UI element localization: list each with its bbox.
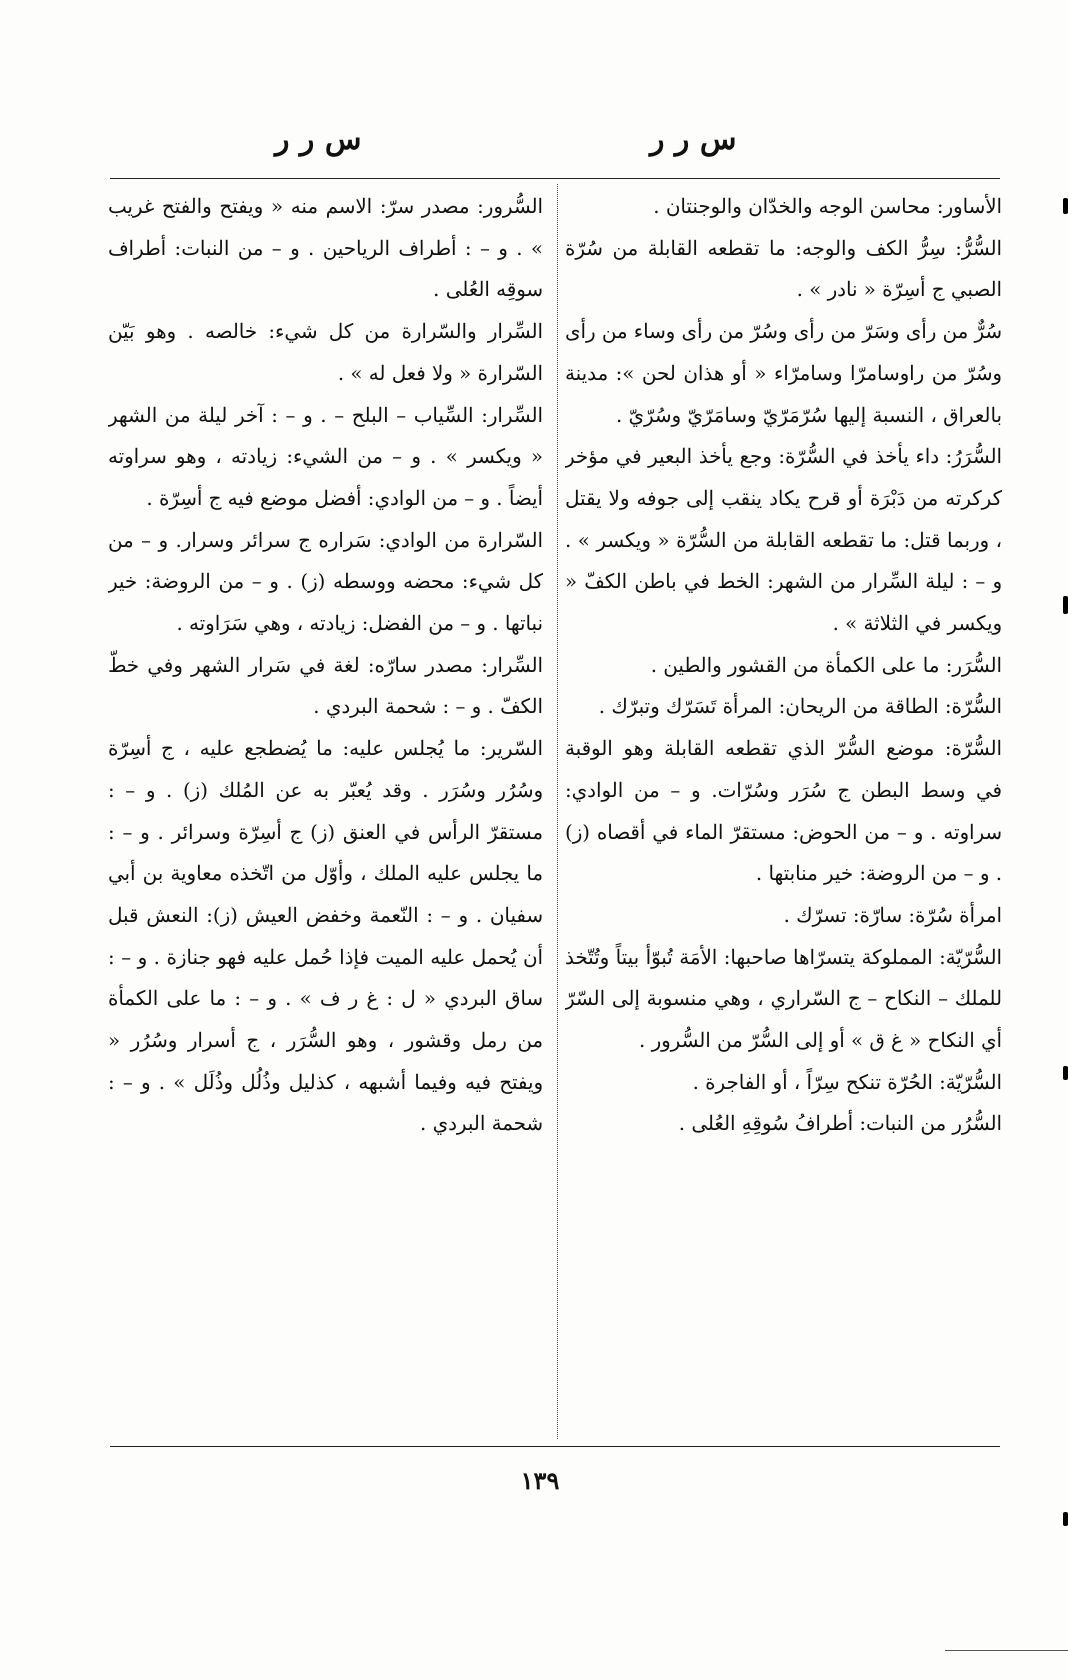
margin-mark xyxy=(1063,1512,1068,1526)
entry: السُّرور: مصدر سرّ: الاسم منه « ويفتح والفتح غريب » . و – : أطراف الرياحين . و – من النبات: أطراف سوقِه العُلى . xyxy=(108,195,543,302)
scan-edge-line xyxy=(945,1650,1068,1651)
entry: سُرٌّ من رأى وسَرّ من رأى وسُرّ من رأى وساء من رأى وسُرّ من راوسامرّا وسامرّاء « أو هذان لحن »: مدينة بالعراق ، النسبة إليها سُرّمَرّيّ وسامَرّيّ وسُرّيّ . xyxy=(565,320,1002,427)
margin-mark xyxy=(1063,596,1068,614)
entry: السُّرّة: الطاقة من الريحان: المرأة تَسَرّك وتبرّك . xyxy=(598,695,1002,719)
running-header-right: س ر ر xyxy=(650,122,737,157)
entry: السُّرَرُ: داء يأخذ في السُّرّة: وجع يأخذ البعير في مؤخر كركرته من دَبْرَة أو قرح يكاد ينقب إلى جوفه ولا يقتل ، وربما قتل: ما تقطعه القابلة من السُّرّة « ويكسر » . و – : ليلة السِّرار من الشهر: الخط في باطن الكفّ « ويكسر في الثلاثة » . xyxy=(565,445,1002,636)
entry: السُّرَر: ما على الكمأة من القشور والطين . xyxy=(650,653,1002,677)
entry: السِّرار: مصدر سارّه: لغة في سَرار الشهر وفي خطّ الكفّ . و – : شحمة البردي . xyxy=(108,653,543,719)
entry: السُّرُّ: سِرُّ الكف والوجه: ما تقطعه القابلة من سُرّة الصبي ج أسِرّة « نادر » . xyxy=(565,236,1002,302)
entry: السُّرُر من النبات: أطرافُ سُوقِهِ العُلى . xyxy=(678,1112,1002,1136)
entry: السُّرّة: موضع السُّرّ الذي تقطعه القابلة وهو الوقبة في وسط البطن ج سُرَر وسُرّات. و – من الوادي: سراوته . و – من الحوض: مستقرّ الماء في أقصاه (ز) . و – من الروضة: خير منابتها . xyxy=(565,737,1002,886)
page-number: ١٣٩ xyxy=(520,1466,560,1495)
running-header-left: س ر ر xyxy=(275,122,362,157)
entry: السُّرّيّة: المملوكة يتسرّاها صاحبها: الأمَة تُبوّأ بيتاً وتُتّخذ للملك – النكاح – ج السّراري ، وهي منسوبة إلى السّرّ أي النكاح « غ ق » أو إلى السُّرّ من السُّرور . xyxy=(565,945,1002,1053)
entry: السِّرار: السِّياب – البلح – . و – : آخر ليلة من الشهر « ويكسر » . و – من الشيء: زيادته ، وهو سراوته أيضاً . و – من الوادي: أفضل موضع فيه ج أسِرّة . xyxy=(108,403,543,510)
header-rule xyxy=(110,178,1000,179)
entry: السّرارة من الوادي: سَراره ج سرائر وسرار. و – من كل شيء: محضه ووسطه (ز) . و – من الروضة: خير نباتها . و – من الفضل: زيادته ، وهي سَرَاوته . xyxy=(108,528,543,636)
entry: السّرير: ما يُجلس عليه: ما يُضطجع عليه ، ج أسِرّة وسُرُر وسُرَر . وقد يُعبّر به عن المُلك (ز) . و – : مستقرّ الرأس في العنق (ز) ج أسِرّة وسرائر . و – : ما يجلس عليه الملك ، وأوّل من اتّخذه معاوية بن أبي سفيان . و – : النّعمة وخفض العيش (ز): النعش قبل أن يُحمل عليه الميت فإذا حُمل عليه فهو جنازة . و – : ساق البردي « ل : غ ر ف » . و – : ما على الكمأة من رمل وقشور ، وهو السُّرَر ، ج أسرار وسُرُر « ويفتح فيه وفيما أشبهه ، كذليل وذُلُل وذُلَل » . و – : شحمة البردي . xyxy=(108,737,543,1136)
left-column xyxy=(108,186,543,1436)
column-divider xyxy=(557,184,558,1439)
entry: السِّرار والسّرارة من كل شيء: خالصه . وهو بَيّن السّرارة « ولا فعل له » . xyxy=(108,320,543,385)
footer-rule xyxy=(110,1446,1000,1447)
entry: امرأة سُرّة: سارّة: تسرّك . xyxy=(783,903,1002,927)
entry: الأساور: محاسن الوجه والخدّان والوجنتان . xyxy=(653,195,1002,218)
margin-mark xyxy=(1063,1066,1068,1080)
right-column xyxy=(565,186,1002,1436)
entry: السُّرّيّة: الحُرّة تنكح سِرّاً ، أو الفاجرة . xyxy=(692,1070,1002,1094)
margin-mark xyxy=(1063,198,1068,214)
